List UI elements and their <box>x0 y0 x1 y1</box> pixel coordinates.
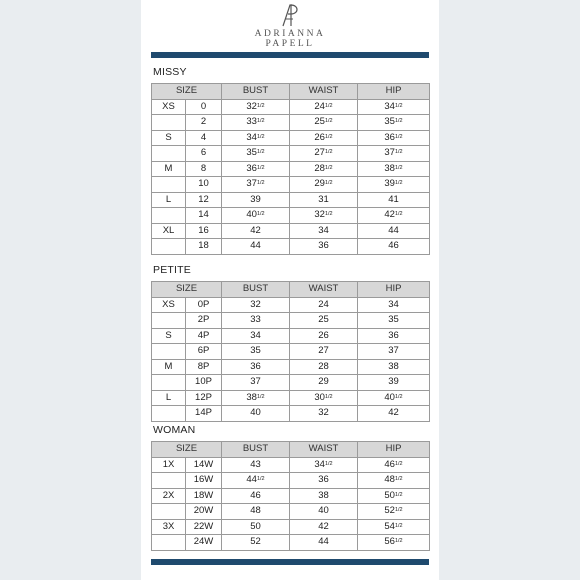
table-row <box>152 99 430 115</box>
column-header-size: SIZE <box>152 442 222 458</box>
table-row <box>152 504 430 520</box>
waist-cell <box>290 406 358 422</box>
size-number-cell: 10P <box>186 375 222 391</box>
size-group-cell: S <box>152 328 186 344</box>
hip-fraction: 1/2 <box>394 460 403 467</box>
hip-cell <box>358 239 430 255</box>
hip-value: 35 <box>388 314 399 326</box>
waist-value: 42 <box>318 520 329 532</box>
size-table <box>151 281 430 422</box>
size-number-cell: 6 <box>186 146 222 162</box>
bust-cell <box>222 130 290 146</box>
table-row <box>152 390 430 406</box>
bust-cell <box>222 99 290 115</box>
hip-cell <box>358 192 430 208</box>
waist-cell <box>290 457 358 473</box>
size-group-cell: S <box>152 130 186 146</box>
hip-cell <box>358 344 430 360</box>
size-number-cell: 24W <box>186 535 222 551</box>
waist-cell <box>290 328 358 344</box>
bust-value: 40 <box>246 209 257 221</box>
bust-cell <box>222 519 290 535</box>
waist-cell <box>290 177 358 193</box>
hip-value: 48 <box>384 474 395 486</box>
bust-fraction: 1/2 <box>256 180 265 187</box>
size-group-cell <box>152 504 186 520</box>
bust-fraction: 1/2 <box>256 476 265 483</box>
hip-value: 35 <box>384 116 395 128</box>
hip-value: 34 <box>388 298 399 310</box>
size-number-cell: 2 <box>186 115 222 131</box>
waist-value: 24 <box>314 100 325 112</box>
hip-value: 56 <box>384 536 395 548</box>
table-row <box>152 359 430 375</box>
hip-cell <box>358 313 430 329</box>
hip-cell <box>358 99 430 115</box>
size-group-cell <box>152 535 186 551</box>
bust-value: 40 <box>250 407 261 419</box>
section-title: WOMAN <box>153 424 196 436</box>
waist-value: 36 <box>318 240 329 252</box>
hip-fraction: 1/2 <box>394 522 403 529</box>
column-header-hip: HIP <box>358 282 430 298</box>
bust-value: 32 <box>246 100 257 112</box>
size-number-cell: 0 <box>186 99 222 115</box>
hip-value: 37 <box>384 147 395 159</box>
bust-value: 35 <box>246 147 257 159</box>
table-row <box>152 375 430 391</box>
bust-cell <box>222 161 290 177</box>
table-row <box>152 239 430 255</box>
waist-fraction: 1/2 <box>324 180 333 187</box>
bust-value: 43 <box>250 458 261 470</box>
hip-cell <box>358 161 430 177</box>
size-number-cell: 8P <box>186 359 222 375</box>
bust-value: 48 <box>250 505 261 517</box>
hip-cell <box>358 328 430 344</box>
bust-fraction: 1/2 <box>256 164 265 171</box>
bust-cell <box>222 192 290 208</box>
waist-value: 34 <box>314 458 325 470</box>
size-group-cell: L <box>152 390 186 406</box>
bust-value: 37 <box>250 376 261 388</box>
table-row <box>152 297 430 313</box>
table-row <box>152 208 430 224</box>
waist-value: 44 <box>318 536 329 548</box>
waist-cell <box>290 359 358 375</box>
column-header-size: SIZE <box>152 84 222 100</box>
hip-cell <box>358 375 430 391</box>
hip-value: 50 <box>384 489 395 501</box>
hip-fraction: 1/2 <box>394 118 403 125</box>
size-number-cell: 4 <box>186 130 222 146</box>
size-number-cell: 14P <box>186 406 222 422</box>
section-title: PETITE <box>153 264 191 276</box>
size-group-cell: M <box>152 161 186 177</box>
hip-value: 37 <box>388 345 399 357</box>
hip-cell <box>358 390 430 406</box>
size-group-cell: 2X <box>152 488 186 504</box>
size-number-cell: 12P <box>186 390 222 406</box>
hip-cell <box>358 457 430 473</box>
size-number-cell: 14W <box>186 457 222 473</box>
size-number-cell: 8 <box>186 161 222 177</box>
hip-cell <box>358 208 430 224</box>
waist-cell <box>290 313 358 329</box>
bust-cell <box>222 328 290 344</box>
bust-value: 33 <box>246 116 257 128</box>
waist-cell <box>290 390 358 406</box>
hip-value: 46 <box>384 458 395 470</box>
bust-value: 52 <box>250 536 261 548</box>
size-chart-card <box>141 0 439 580</box>
hip-value: 38 <box>388 360 399 372</box>
table-header-row <box>152 442 430 458</box>
size-group-cell <box>152 208 186 224</box>
hip-value: 39 <box>388 376 399 388</box>
bust-cell <box>222 239 290 255</box>
hip-cell <box>358 504 430 520</box>
hip-fraction: 1/2 <box>394 211 403 218</box>
size-group-cell: XL <box>152 223 186 239</box>
hip-value: 36 <box>384 131 395 143</box>
waist-value: 27 <box>314 147 325 159</box>
hip-cell <box>358 146 430 162</box>
size-table <box>151 441 430 551</box>
bust-value: 39 <box>250 193 261 205</box>
hip-cell <box>358 488 430 504</box>
size-number-cell: 14 <box>186 208 222 224</box>
bust-fraction: 1/2 <box>256 393 265 400</box>
size-number-cell: 22W <box>186 519 222 535</box>
hip-fraction: 1/2 <box>394 476 403 483</box>
waist-cell <box>290 161 358 177</box>
table-row <box>152 488 430 504</box>
waist-value: 38 <box>318 489 329 501</box>
bust-cell <box>222 390 290 406</box>
bust-cell <box>222 473 290 489</box>
table-row <box>152 473 430 489</box>
table-row <box>152 192 430 208</box>
waist-value: 28 <box>314 162 325 174</box>
table-row <box>152 223 430 239</box>
bust-cell <box>222 457 290 473</box>
size-number-cell: 6P <box>186 344 222 360</box>
header-divider-bar <box>151 52 429 58</box>
hip-value: 42 <box>388 407 399 419</box>
size-group-cell <box>152 146 186 162</box>
size-group-cell: 3X <box>152 519 186 535</box>
waist-fraction: 1/2 <box>324 133 333 140</box>
size-number-cell: 2P <box>186 313 222 329</box>
size-group-cell <box>152 344 186 360</box>
table-row <box>152 115 430 131</box>
waist-value: 26 <box>318 329 329 341</box>
hip-cell <box>358 177 430 193</box>
hip-fraction: 1/2 <box>394 393 403 400</box>
size-number-cell: 4P <box>186 328 222 344</box>
bust-fraction: 1/2 <box>256 118 265 125</box>
size-group-cell: L <box>152 192 186 208</box>
table-row <box>152 177 430 193</box>
size-group-cell <box>152 473 186 489</box>
brand-name-line2: PAPELL <box>265 39 315 49</box>
hip-cell <box>358 473 430 489</box>
bust-value: 33 <box>250 314 261 326</box>
hip-value: 39 <box>384 178 395 190</box>
hip-cell <box>358 130 430 146</box>
bust-cell <box>222 488 290 504</box>
hip-cell <box>358 359 430 375</box>
size-number-cell: 12 <box>186 192 222 208</box>
table-row <box>152 161 430 177</box>
size-number-cell: 18 <box>186 239 222 255</box>
bust-fraction: 1/2 <box>256 133 265 140</box>
waist-value: 29 <box>318 376 329 388</box>
size-number-cell: 18W <box>186 488 222 504</box>
waist-fraction: 1/2 <box>324 102 333 109</box>
hip-fraction: 1/2 <box>394 491 403 498</box>
column-header-bust: BUST <box>222 282 290 298</box>
column-header-waist: WAIST <box>290 84 358 100</box>
bust-fraction: 1/2 <box>256 149 265 156</box>
column-header-bust: BUST <box>222 442 290 458</box>
waist-cell <box>290 535 358 551</box>
hip-fraction: 1/2 <box>394 133 403 140</box>
hip-value: 44 <box>388 224 399 236</box>
waist-value: 32 <box>318 407 329 419</box>
bust-cell <box>222 406 290 422</box>
hip-cell <box>358 223 430 239</box>
bust-fraction: 1/2 <box>256 211 265 218</box>
size-group-cell <box>152 239 186 255</box>
table-header-row <box>152 84 430 100</box>
waist-cell <box>290 130 358 146</box>
waist-value: 31 <box>318 193 329 205</box>
bust-value: 42 <box>250 224 261 236</box>
waist-value: 25 <box>314 116 325 128</box>
waist-value: 34 <box>318 224 329 236</box>
column-header-size: SIZE <box>152 282 222 298</box>
waist-cell <box>290 519 358 535</box>
waist-value: 25 <box>318 314 329 326</box>
size-number-cell: 16 <box>186 223 222 239</box>
waist-cell <box>290 99 358 115</box>
table-row <box>152 535 430 551</box>
size-number-cell: 16W <box>186 473 222 489</box>
waist-cell <box>290 239 358 255</box>
size-group-cell: M <box>152 359 186 375</box>
waist-cell <box>290 375 358 391</box>
footer-divider-bar <box>151 559 429 565</box>
waist-fraction: 1/2 <box>324 149 333 156</box>
column-header-hip: HIP <box>358 442 430 458</box>
bust-value: 50 <box>250 520 261 532</box>
bust-value: 34 <box>246 131 257 143</box>
bust-cell <box>222 313 290 329</box>
waist-cell <box>290 223 358 239</box>
column-header-bust: BUST <box>222 84 290 100</box>
table-row <box>152 344 430 360</box>
table-header-row <box>152 282 430 298</box>
bust-value: 34 <box>250 329 261 341</box>
waist-fraction: 1/2 <box>324 164 333 171</box>
waist-cell <box>290 115 358 131</box>
bust-cell <box>222 504 290 520</box>
hip-value: 46 <box>388 240 399 252</box>
size-group-cell <box>152 115 186 131</box>
column-header-waist: WAIST <box>290 282 358 298</box>
hip-value: 54 <box>384 520 395 532</box>
size-group-cell: 1X <box>152 457 186 473</box>
bust-cell <box>222 115 290 131</box>
hip-fraction: 1/2 <box>394 538 403 545</box>
size-number-cell: 0P <box>186 297 222 313</box>
bust-value: 35 <box>250 345 261 357</box>
waist-cell <box>290 146 358 162</box>
hip-fraction: 1/2 <box>394 507 403 514</box>
bust-cell <box>222 146 290 162</box>
hip-cell <box>358 406 430 422</box>
waist-value: 29 <box>314 178 325 190</box>
waist-value: 32 <box>314 209 325 221</box>
bust-cell <box>222 297 290 313</box>
brand-name-line1: ADRIANNA <box>254 29 326 39</box>
section-title: MISSY <box>153 66 187 78</box>
size-number-cell: 10 <box>186 177 222 193</box>
waist-fraction: 1/2 <box>324 211 333 218</box>
waist-value: 26 <box>314 131 325 143</box>
bust-value: 32 <box>250 298 261 310</box>
waist-cell <box>290 208 358 224</box>
waist-cell <box>290 473 358 489</box>
brand-logo <box>141 2 439 50</box>
bust-cell <box>222 375 290 391</box>
hip-value: 34 <box>384 100 395 112</box>
hip-value: 41 <box>388 193 399 205</box>
table-row <box>152 519 430 535</box>
hip-fraction: 1/2 <box>394 164 403 171</box>
waist-value: 30 <box>314 391 325 403</box>
waist-fraction: 1/2 <box>324 118 333 125</box>
size-group-cell <box>152 177 186 193</box>
waist-cell <box>290 488 358 504</box>
table-row <box>152 313 430 329</box>
waist-cell <box>290 504 358 520</box>
table-row <box>152 146 430 162</box>
size-table <box>151 83 430 255</box>
bust-value: 37 <box>246 178 257 190</box>
bust-value: 44 <box>246 474 257 486</box>
bust-cell <box>222 535 290 551</box>
bust-value: 46 <box>250 489 261 501</box>
waist-value: 27 <box>318 345 329 357</box>
size-group-cell: XS <box>152 297 186 313</box>
waist-value: 40 <box>318 505 329 517</box>
table-row <box>152 406 430 422</box>
hip-value: 52 <box>384 505 395 517</box>
brand-monogram-icon <box>279 2 301 28</box>
size-group-cell <box>152 406 186 422</box>
waist-cell <box>290 344 358 360</box>
bust-cell <box>222 359 290 375</box>
size-group-cell: XS <box>152 99 186 115</box>
waist-cell <box>290 297 358 313</box>
hip-cell <box>358 297 430 313</box>
hip-value: 42 <box>384 209 395 221</box>
bust-fraction: 1/2 <box>256 102 265 109</box>
bust-value: 44 <box>250 240 261 252</box>
bust-cell <box>222 223 290 239</box>
table-row <box>152 457 430 473</box>
table-row <box>152 130 430 146</box>
hip-cell <box>358 519 430 535</box>
hip-fraction: 1/2 <box>394 180 403 187</box>
waist-fraction: 1/2 <box>324 393 333 400</box>
waist-value: 28 <box>318 360 329 372</box>
waist-cell <box>290 192 358 208</box>
waist-value: 36 <box>318 474 329 486</box>
bust-cell <box>222 344 290 360</box>
hip-fraction: 1/2 <box>394 102 403 109</box>
column-header-hip: HIP <box>358 84 430 100</box>
size-number-cell: 20W <box>186 504 222 520</box>
bust-value: 36 <box>246 162 257 174</box>
size-group-cell <box>152 375 186 391</box>
hip-value: 40 <box>384 391 395 403</box>
bust-value: 36 <box>250 360 261 372</box>
waist-fraction: 1/2 <box>324 460 333 467</box>
bust-cell <box>222 208 290 224</box>
hip-value: 38 <box>384 162 395 174</box>
hip-cell <box>358 535 430 551</box>
bust-value: 38 <box>246 391 257 403</box>
table-row <box>152 328 430 344</box>
column-header-waist: WAIST <box>290 442 358 458</box>
hip-fraction: 1/2 <box>394 149 403 156</box>
waist-value: 24 <box>318 298 329 310</box>
size-group-cell <box>152 313 186 329</box>
hip-value: 36 <box>388 329 399 341</box>
hip-cell <box>358 115 430 131</box>
bust-cell <box>222 177 290 193</box>
